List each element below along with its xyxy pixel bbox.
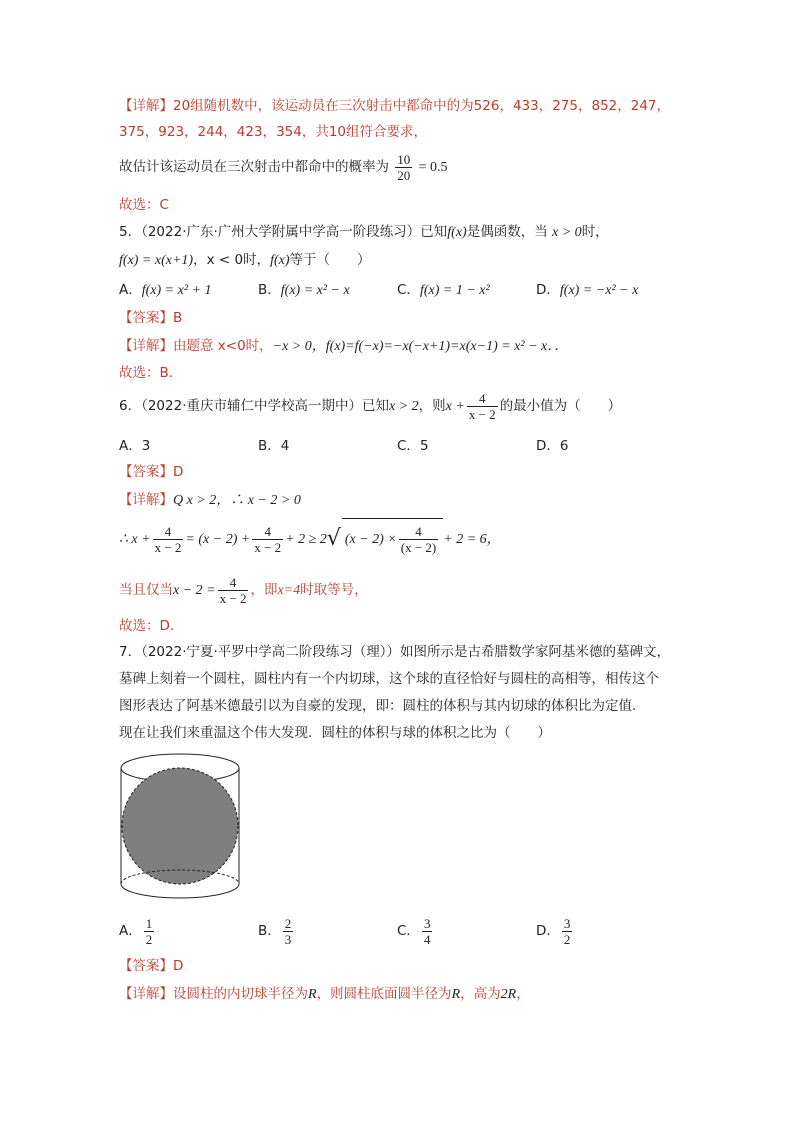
q4-frac-num: 10 — [397, 151, 411, 167]
q4-detail-line1 — [119, 96, 670, 116]
q6-step-prefix: ∴ x + — [119, 532, 151, 547]
q5-detail-text: 由题意 x<0时， — [173, 338, 273, 354]
q5-option-c-expr: f(x) = 1 − x² — [419, 283, 490, 298]
q5-option-c-label: C． — [397, 282, 420, 298]
q6-step-frac1 — [153, 524, 184, 555]
q6-option-c-label: C． — [397, 438, 420, 454]
inscribed-sphere — [122, 768, 238, 884]
q6-equal-text1: 当且仅当 — [119, 582, 173, 598]
q6-equal-expr2: x=4 — [277, 583, 301, 598]
q7-option-b-den: 3 — [284, 931, 292, 947]
q7-option-d-num: 3 — [563, 915, 571, 931]
q6-sqrt-body — [342, 518, 443, 560]
q6-stem-end: 的最小值为（ ） — [499, 398, 622, 414]
q6-equal-line — [119, 572, 368, 609]
q5-choose: 故选：B． — [119, 365, 183, 381]
q6-stem-text: 6．（2022·重庆市辅仁中学校高一期中）已知 — [119, 398, 389, 414]
q7-option-b-frac — [283, 916, 294, 947]
q4-detail-text1: 20组随机数中，该运动员在三次射击中都命中的为526，433，275，852，247， — [173, 98, 671, 114]
q6-option-c — [397, 436, 429, 456]
q6-step-mid1: = (x − 2) + — [185, 532, 251, 547]
q7-option-a-num: 1 — [145, 915, 153, 931]
q5-option-d — [536, 280, 638, 301]
q6-option-a-value: 3 — [141, 438, 151, 454]
q7-r2: R — [451, 987, 461, 1002]
q6-frac-num: 4 — [467, 391, 498, 407]
cylinder-sphere-figure — [118, 752, 242, 902]
q4-frac-result: = 0.5 — [418, 160, 448, 175]
q6-expr-x: x + — [445, 399, 465, 414]
q5-stem-mid: 是偶函数，当 — [466, 224, 548, 240]
q7-detail-line — [119, 984, 530, 1005]
q6-step-frac2 — [252, 524, 283, 555]
q5-option-b — [258, 280, 350, 301]
q7-r1: R — [308, 987, 317, 1002]
q7-option-a-label: A． — [119, 923, 142, 939]
q7-option-c-den: 4 — [423, 931, 431, 947]
q5-option-c — [397, 280, 490, 301]
q5-option-d-expr: f(x) = −x² − x — [559, 283, 639, 298]
q4-frac-den: 20 — [397, 167, 411, 183]
q7-option-d-label: D． — [536, 923, 560, 939]
q7-answer: 【答案】D — [119, 958, 184, 974]
q6-sqrt-frac — [399, 524, 439, 555]
cylinder-bottom-front — [121, 884, 239, 898]
q6-detail-line1 — [119, 490, 301, 511]
q6-fraction — [467, 391, 498, 422]
q4-detail-line2: 375，923，244，423，354，共10组符合要求， — [119, 124, 428, 140]
q6-equal-frac-num: 4 — [218, 575, 249, 591]
q6-option-a-label: A． — [119, 438, 142, 454]
q6-frac-den: x − 2 — [468, 406, 496, 422]
q6-stem-mid: ，则 — [418, 398, 446, 414]
q7-option-c-frac — [422, 916, 433, 947]
q6-step-mid2: + 2 ≥ 2 — [285, 532, 327, 547]
q7-stem-line2: 墓碑上刻着一个圆柱，圆柱内有一个内切球，这个球的直径恰好与圆柱的高相等，相传这个 — [119, 671, 659, 687]
q6-cond: x > 2 — [389, 399, 419, 414]
q6-step-frac2-num: 4 — [252, 524, 283, 540]
q5-cond1: x > 0 — [552, 225, 582, 240]
q5-option-b-label: B． — [258, 282, 281, 298]
q6-sqrt-frac-den: (x − 2) — [400, 539, 437, 555]
q6-equal-frac — [218, 575, 249, 606]
q7-detail-text2: ，则圆柱底面圆半径为 — [316, 986, 452, 1002]
q5-detail-tag: 【详解】 — [119, 338, 173, 354]
q6-detail-step — [119, 518, 501, 560]
q5-fx2: f(x) — [270, 253, 290, 268]
q6-sqrt-inner: (x − 2) × — [344, 532, 397, 547]
q5-detail-line — [119, 336, 568, 357]
q6-answer: 【答案】D — [119, 464, 184, 480]
q6-step-end: + 2 = 6， — [443, 532, 501, 547]
q7-option-c-label: C． — [397, 923, 420, 939]
q6-detail-tag: 【详解】 — [119, 492, 173, 508]
q7-detail-text1: 设圆柱的内切球半径为 — [173, 986, 308, 1002]
q6-step-frac2-den: x − 2 — [254, 539, 282, 555]
q6-option-b — [258, 436, 289, 456]
q5-fx: f(x) — [447, 225, 467, 240]
q5-stem-line1 — [119, 222, 609, 243]
q5-answer: 【答案】B — [119, 310, 183, 326]
q6-option-d-value: 6 — [559, 438, 569, 454]
q4-estimate-line — [119, 150, 448, 185]
q7-option-a-frac — [144, 916, 155, 947]
q4-choose: 故选：C — [119, 197, 169, 213]
q7-option-d-frac — [562, 916, 573, 947]
q7-option-d — [536, 914, 574, 948]
q5-detail-expr: −x > 0，f(x)=f(−x)=−x(−x+1)=x(x−1) = x² − x．． — [272, 339, 569, 354]
q6-option-b-value: 4 — [280, 438, 290, 454]
q6-option-d — [536, 436, 569, 456]
q5-option-a — [119, 280, 211, 301]
q6-option-c-value: 5 — [419, 438, 429, 454]
q7-option-c — [397, 914, 434, 948]
q7-option-a — [119, 914, 156, 948]
q7-option-a-den: 2 — [145, 931, 153, 947]
q6-step-frac1-num: 4 — [153, 524, 184, 540]
q6-choose: 故选：D. — [119, 618, 175, 634]
q5-stem-line2 — [119, 250, 371, 271]
q4-estimate-text: 故估计该运动员在三次射击中都命中的概率为 — [119, 159, 389, 175]
q7-detail-tag: 【详解】 — [119, 986, 173, 1002]
q5-option-a-label: A． — [119, 282, 142, 298]
q7-option-b-label: B． — [258, 923, 281, 939]
q4-fraction — [395, 152, 412, 183]
sqrt-icon: √ — [326, 526, 341, 551]
q7-stem-line4: 现在让我们来重温这个伟大发现．圆柱的体积与球的体积之比为（ ） — [119, 725, 551, 741]
q5-option-a-expr: f(x) = x² + 1 — [141, 283, 212, 298]
q5-stem-end1: 时， — [581, 224, 609, 240]
q5-stem-text: 5．（2022·广东·广州大学附属中学高一阶段练习）已知 — [119, 224, 448, 240]
q7-stem-line1: 7．（2022·宁夏·平罗中学高二阶段练习（理））如图所示是古希腊数学家阿基米德的墓碑文， — [119, 644, 671, 660]
q6-sqrt-frac-num: 4 — [399, 524, 439, 540]
q6-option-b-label: B． — [258, 438, 281, 454]
q7-r3: 2R — [500, 987, 517, 1002]
q4-detail-tag: 【详解】 — [119, 98, 173, 114]
q5-option-b-expr: f(x) = x² − x — [280, 283, 350, 298]
q6-equal-text3: 时取等号， — [300, 582, 368, 598]
q5-cond2: ，x < 0时， — [193, 252, 271, 268]
q6-equal-expr: x − 2 = — [173, 583, 216, 598]
q5-stem-end2: 等于（ ） — [289, 252, 371, 268]
q7-option-b — [258, 914, 295, 948]
q6-equal-text2: ，即 — [250, 582, 278, 598]
q5-fx-def: f(x) = x(x+1) — [119, 253, 194, 268]
q6-option-a — [119, 436, 150, 456]
q7-option-b-num: 2 — [284, 915, 292, 931]
q6-detail-expr1: Q x > 2，∴ x − 2 > 0 — [173, 493, 301, 508]
q6-stem-line — [119, 388, 621, 425]
q6-step-frac1-den: x − 2 — [154, 539, 182, 555]
q6-equal-frac-den: x − 2 — [219, 590, 247, 606]
q7-detail-text3: ，高为 — [460, 986, 501, 1002]
q7-option-c-num: 3 — [423, 915, 431, 931]
q7-stem-line3: 图形表达了阿基米德最引以为自豪的发现，即：圆柱的体积与其内切球的体积比为定值. — [119, 698, 637, 714]
q7-option-d-den: 2 — [563, 931, 571, 947]
q7-detail-text4: ， — [516, 986, 530, 1002]
q5-option-d-label: D． — [536, 282, 560, 298]
q6-option-d-label: D． — [536, 438, 560, 454]
